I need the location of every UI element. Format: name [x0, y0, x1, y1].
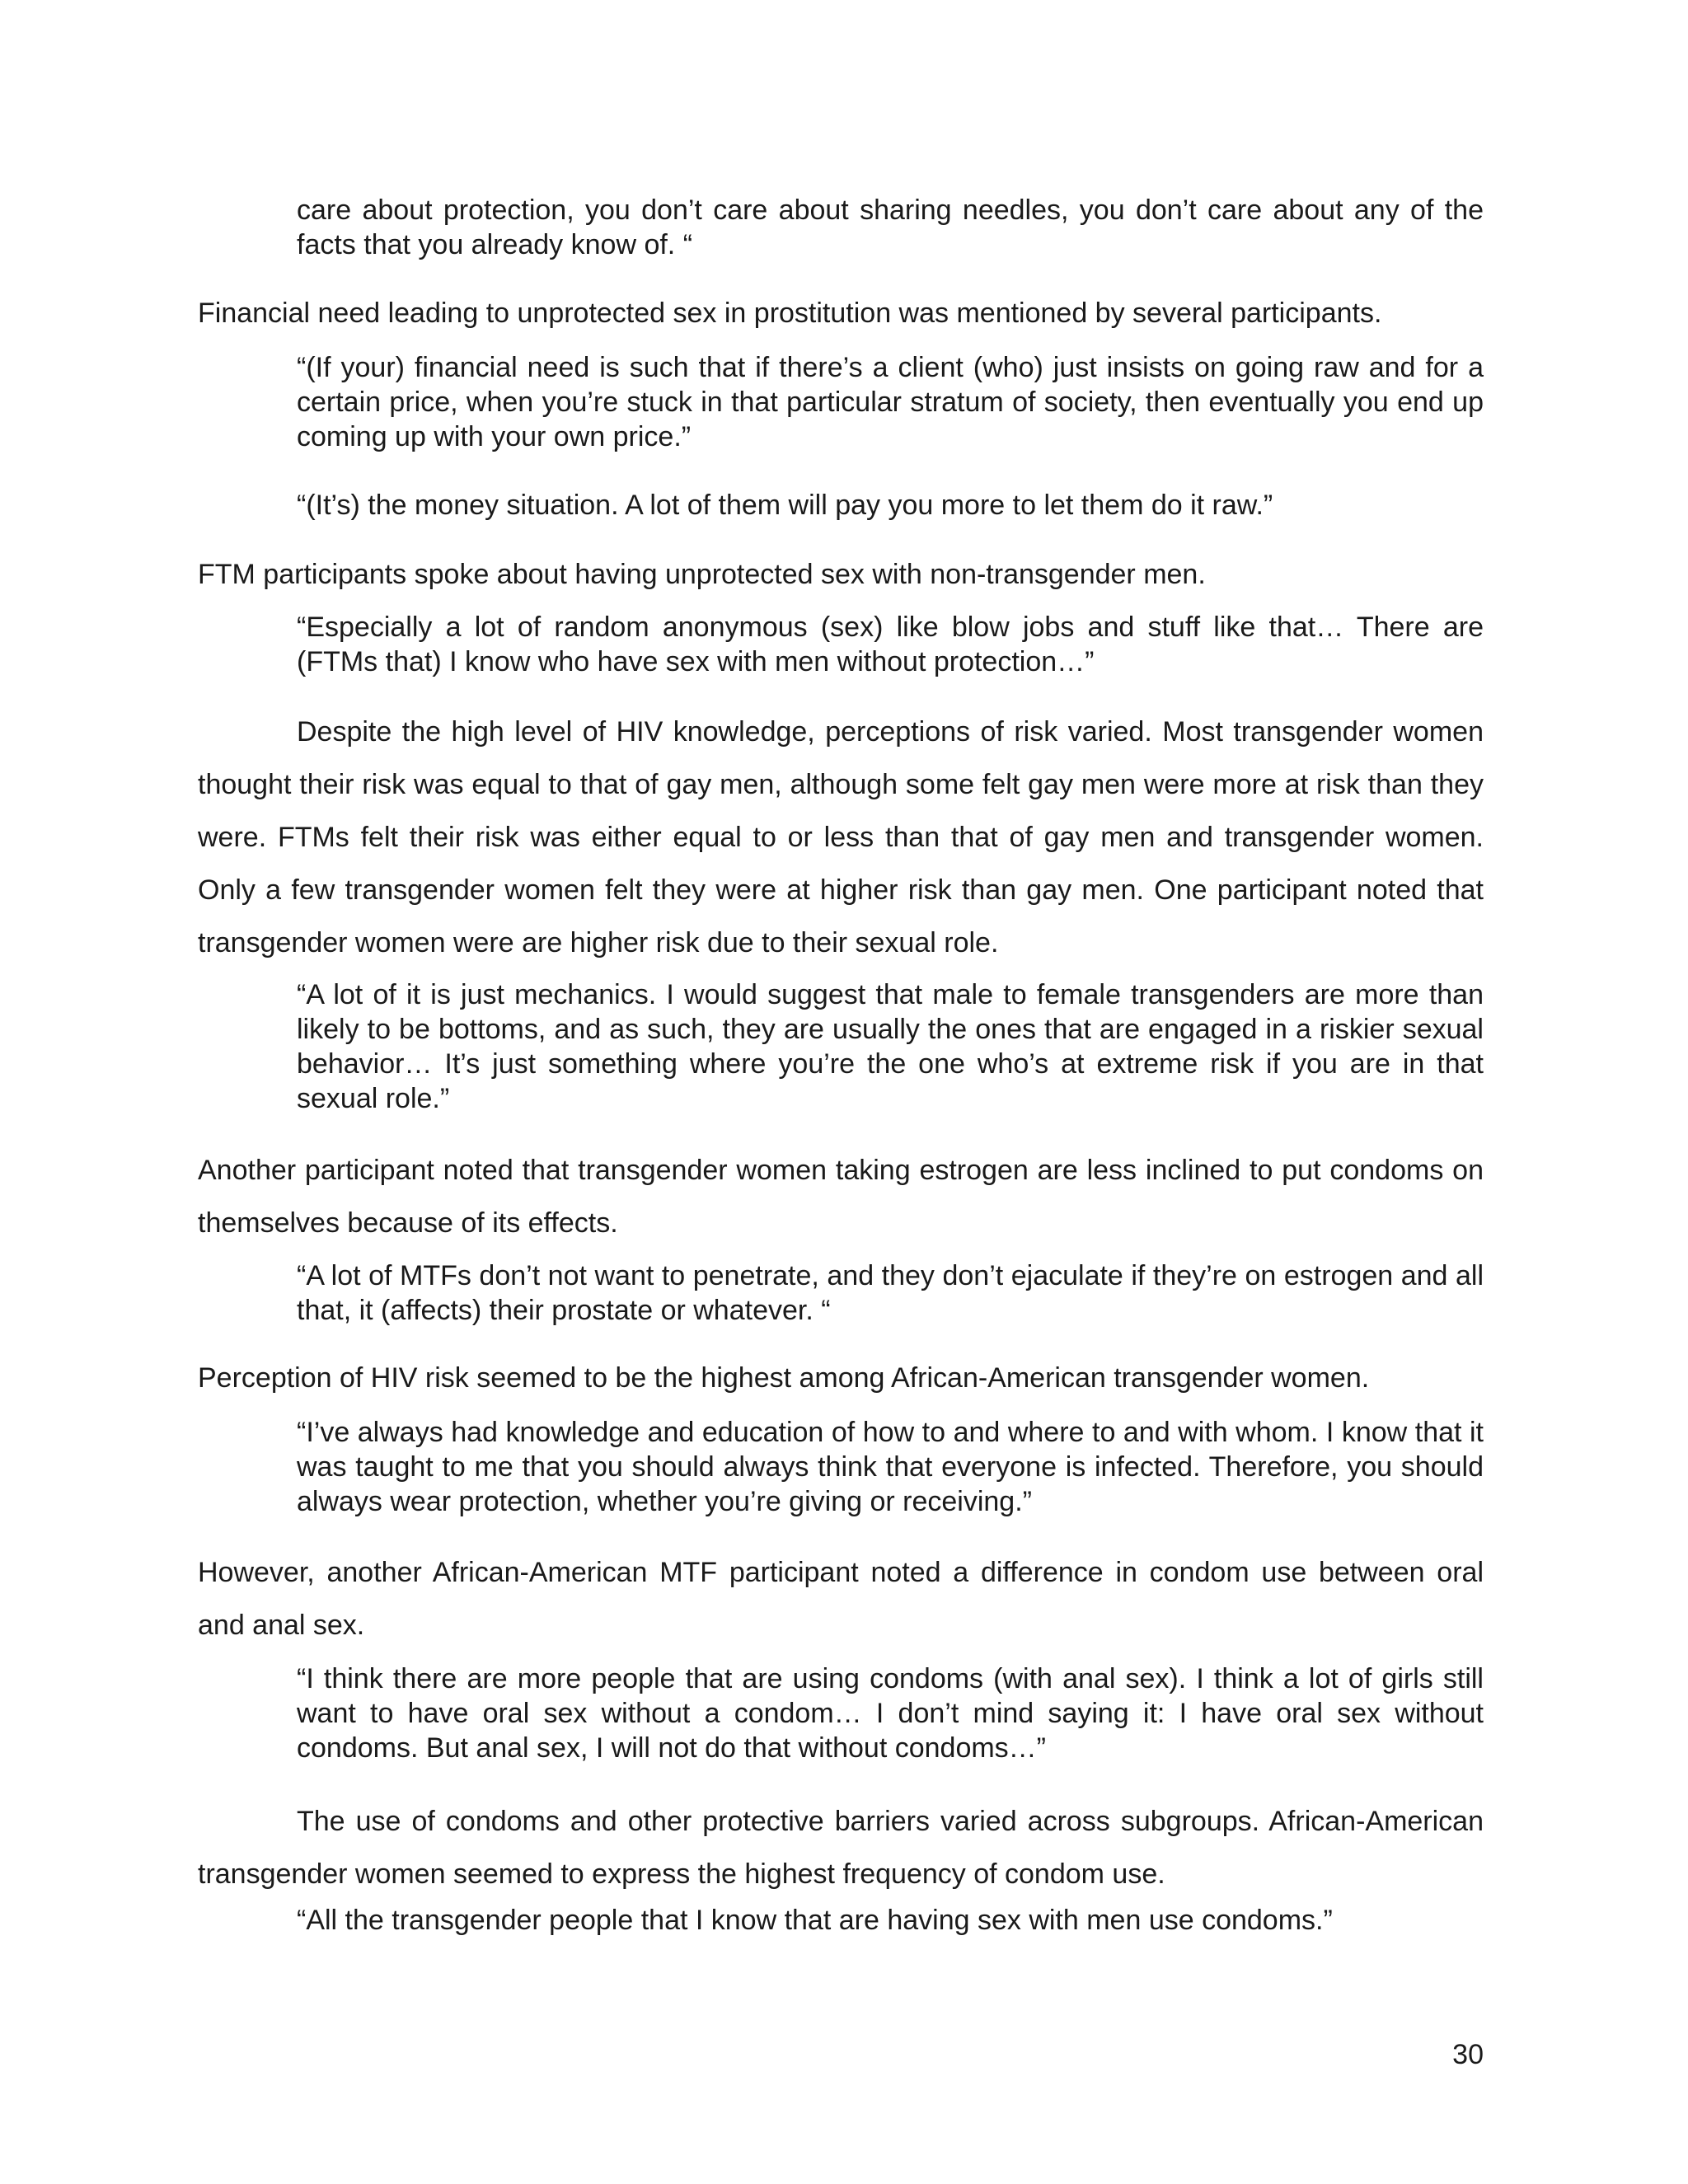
body-paragraph: Another participant noted that transgender women taking estrogen are less inclined to put condoms on themselves because of its effects.: [198, 1155, 1484, 1239]
body-paragraph: Perception of HIV risk seemed to be the highest among African-American transgender women.: [198, 1362, 1370, 1394]
body-paragraph: However, another African-American MTF participant noted a difference in condom use between oral and anal sex.: [198, 1557, 1484, 1641]
quote-paragraph: care about protection, you don’t care about sharing needles, you don’t care about any of the facts that you already know of. “: [297, 194, 1484, 260]
quote-paragraph: “(If your) financial need is such that if there’s a client (who) just insists on going raw and for a certain price, when you’re stuck in that particular stratum of society, then eventually you end up coming up with your own price.”: [297, 352, 1484, 452]
body-paragraph: FTM participants spoke about having unprotected sex with non-transgender men.: [198, 559, 1206, 590]
quote-paragraph: “All the transgender people that I know that are having sex with men use condoms.”: [297, 1905, 1333, 1936]
body-paragraph: Despite the high level of HIV knowledge, perceptions of risk varied. Most transgender women thought their risk was equal to that of gay men, although some felt gay men were more at risk than they were. FTMs felt their risk was either equal to or less than that of gay men and transgender women. Only a few transgender women felt they were at higher risk than gay men. One participant noted that transgender women were are higher risk due to their sexual role.: [198, 716, 1484, 958]
quote-paragraph: “A lot of it is just mechanics. I would suggest that male to female transgenders are more than likely to be bottoms, and as such, they are usually the ones that are engaged in a riskier sexual behavior… It’s just something where you’re the one who’s at extreme risk if you are in that sexual role.”: [297, 979, 1484, 1114]
body-paragraph: The use of condoms and other protective barriers varied across subgroups. African-American transgender women seemed to express the highest frequency of condom use.: [198, 1806, 1484, 1890]
quote-paragraph: “I’ve always had knowledge and education of how to and where to and with whom. I know that it was taught to me that you should always think that everyone is infected. Therefore, you should always wear protection, whether you’re giving or receiving.”: [297, 1417, 1484, 1517]
quote-paragraph: “I think there are more people that are using condoms (with anal sex). I think a lot of girls still want to have oral sex without a condom… I don’t mind saying it: I have oral sex without condoms. But anal sex, I will not do that without condoms…”: [297, 1663, 1484, 1764]
quote-paragraph: “Especially a lot of random anonymous (sex) like blow jobs and stuff like that… There are (FTMs that) I know who have sex with men without protection…”: [297, 612, 1484, 677]
body-paragraph: Financial need leading to unprotected sex in prostitution was mentioned by several participants.: [198, 298, 1382, 329]
quote-paragraph: “A lot of MTFs don’t not want to penetrate, and they don’t ejaculate if they’re on estrogen and all that, it (affects) their prostate or whatever. “: [297, 1260, 1484, 1326]
quote-paragraph: “(It’s) the money situation. A lot of them will pay you more to let them do it raw.”: [297, 490, 1273, 521]
page-number: 30: [1452, 2039, 1484, 2070]
